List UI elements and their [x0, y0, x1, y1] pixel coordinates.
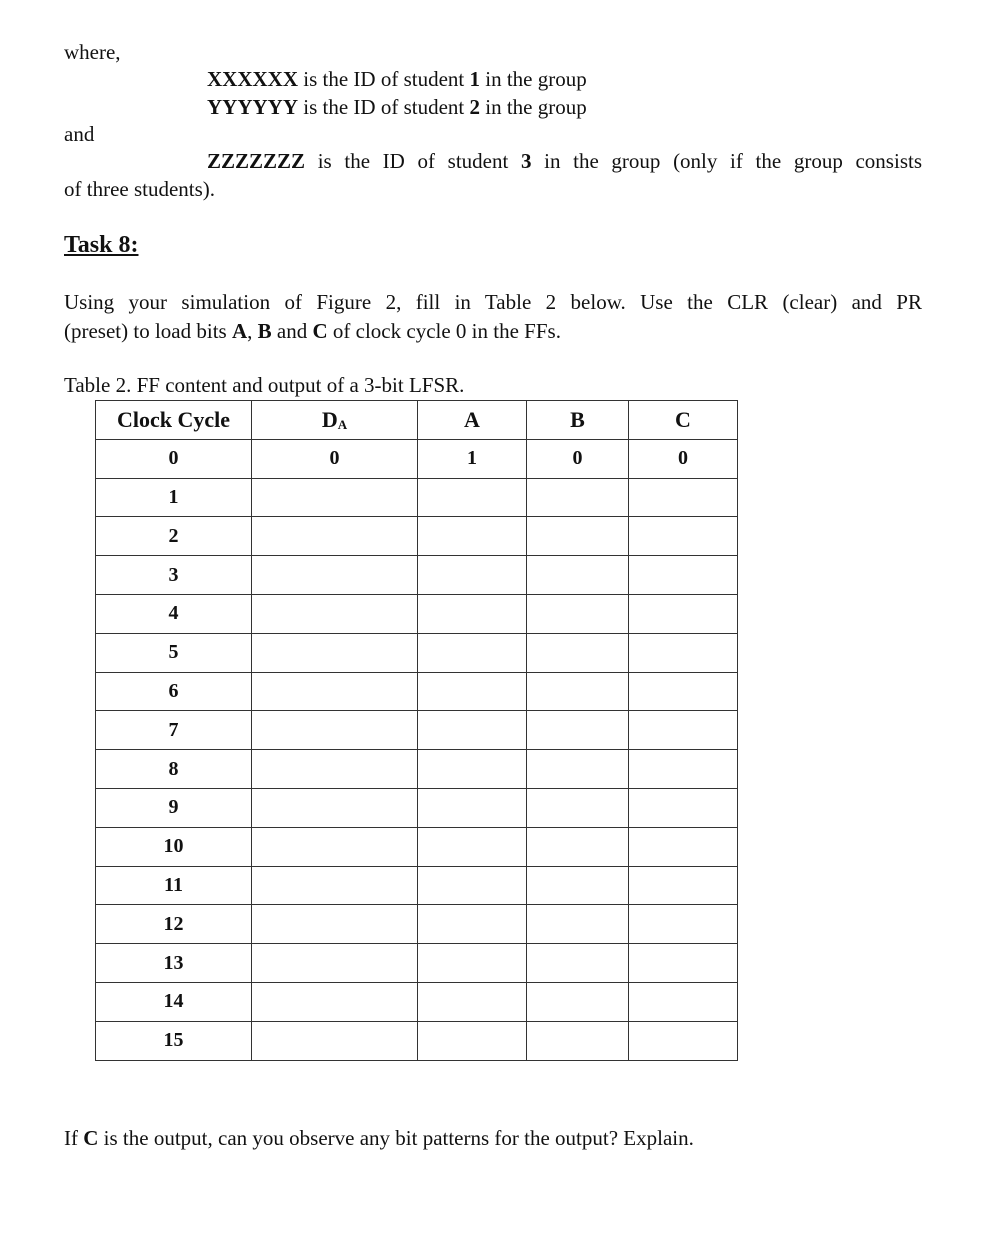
header-clock-cycle: Clock Cycle [96, 401, 252, 440]
cell-b[interactable] [527, 982, 629, 1021]
cell-clock-cycle: 5 [96, 633, 252, 672]
table-row [96, 478, 738, 517]
cell-c[interactable] [629, 594, 738, 633]
cell-c[interactable] [629, 711, 738, 750]
table-row [96, 556, 738, 595]
cell-clock-cycle: 10 [96, 827, 252, 866]
cell-da[interactable] [252, 982, 418, 1021]
cell-da[interactable] [252, 594, 418, 633]
cell-a[interactable] [418, 905, 527, 944]
table-row [96, 750, 738, 789]
cell-c[interactable] [629, 517, 738, 556]
cell-b[interactable] [527, 1021, 629, 1060]
task-paragraph-line1: Using your simulation of Figure 2, fill in Table 2 below. Use the CLR (clear) and PR [64, 290, 922, 314]
cell-da[interactable] [252, 633, 418, 672]
task-heading: Task 8: [64, 232, 139, 258]
cell-a[interactable] [418, 594, 527, 633]
header-a: A [418, 401, 527, 440]
student3-line: ZZZZZZZ is the ID of student 3 in the group (only if the group consists [207, 149, 922, 173]
cell-clock-cycle: 2 [96, 517, 252, 556]
cell-clock-cycle: 9 [96, 788, 252, 827]
cell-a[interactable] [418, 827, 527, 866]
cell-clock-cycle: 8 [96, 750, 252, 789]
cell-b[interactable] [527, 788, 629, 827]
cell-a[interactable] [418, 982, 527, 1021]
cell-da[interactable] [252, 711, 418, 750]
cell-c[interactable] [629, 672, 738, 711]
cell-b[interactable] [527, 517, 629, 556]
and-label: and [64, 122, 95, 146]
cell-b[interactable] [527, 594, 629, 633]
cell-c[interactable] [629, 905, 738, 944]
cell-b[interactable] [527, 827, 629, 866]
cell-b[interactable] [527, 478, 629, 517]
table-header-row [96, 401, 738, 440]
table-row [96, 944, 738, 983]
cell-c[interactable] [629, 633, 738, 672]
cell-da[interactable] [252, 478, 418, 517]
table-row [96, 517, 738, 556]
table-row [96, 982, 738, 1021]
cell-clock-cycle: 11 [96, 866, 252, 905]
cell-b[interactable] [527, 750, 629, 789]
cell-b[interactable] [527, 672, 629, 711]
cell-b[interactable] [527, 633, 629, 672]
table-row [96, 439, 738, 478]
question-text: If C is the output, can you observe any bit patterns for the output? Explain. [64, 1126, 694, 1150]
cell-a[interactable] [418, 1021, 527, 1060]
cell-a[interactable] [418, 788, 527, 827]
cell-a[interactable] [418, 866, 527, 905]
cell-c[interactable] [629, 944, 738, 983]
cell-da[interactable] [252, 672, 418, 711]
cell-clock-cycle: 13 [96, 944, 252, 983]
cell-da[interactable] [252, 788, 418, 827]
cell-clock-cycle: 14 [96, 982, 252, 1021]
cell-a[interactable] [418, 750, 527, 789]
cell-c[interactable] [629, 556, 738, 595]
cell-b[interactable] [527, 711, 629, 750]
student2-line: YYYYYY is the ID of student 2 in the group [207, 95, 587, 119]
table-caption: Table 2. FF content and output of a 3-bit LFSR. [64, 373, 465, 397]
cell-c[interactable]: 0 [629, 439, 738, 478]
cell-clock-cycle: 1 [96, 478, 252, 517]
header-c: C [629, 401, 738, 440]
cell-da[interactable] [252, 750, 418, 789]
table-row [96, 866, 738, 905]
cell-clock-cycle: 3 [96, 556, 252, 595]
cell-da[interactable] [252, 1021, 418, 1060]
cell-da[interactable] [252, 944, 418, 983]
cell-clock-cycle: 12 [96, 905, 252, 944]
cell-da[interactable] [252, 556, 418, 595]
cell-c[interactable] [629, 750, 738, 789]
cell-a[interactable]: 1 [418, 439, 527, 478]
cell-clock-cycle: 0 [96, 439, 252, 478]
cell-c[interactable] [629, 1021, 738, 1060]
cell-b[interactable] [527, 866, 629, 905]
cell-c[interactable] [629, 982, 738, 1021]
cell-a[interactable] [418, 556, 527, 595]
cell-clock-cycle: 4 [96, 594, 252, 633]
cell-a[interactable] [418, 672, 527, 711]
cell-da[interactable] [252, 517, 418, 556]
cell-a[interactable] [418, 633, 527, 672]
cell-c[interactable] [629, 866, 738, 905]
cell-a[interactable] [418, 478, 527, 517]
cell-c[interactable] [629, 478, 738, 517]
student3-line-cont: of three students). [64, 177, 216, 201]
table-row [96, 711, 738, 750]
table-row [96, 594, 738, 633]
table-row [96, 905, 738, 944]
cell-da[interactable] [252, 827, 418, 866]
cell-a[interactable] [418, 517, 527, 556]
cell-da[interactable]: 0 [252, 439, 418, 478]
table-row [96, 827, 738, 866]
cell-b[interactable] [527, 905, 629, 944]
student1-line: XXXXXX is the ID of student 1 in the group [207, 67, 587, 91]
cell-b[interactable] [527, 944, 629, 983]
lfsr-table [95, 400, 738, 1061]
table-row [96, 1021, 738, 1060]
cell-clock-cycle: 6 [96, 672, 252, 711]
cell-da[interactable] [252, 905, 418, 944]
table-row [96, 672, 738, 711]
task-paragraph-line2: (preset) to load bits A, B and C of clock cycle 0 in the FFs. [64, 319, 561, 343]
cell-a[interactable] [418, 944, 527, 983]
cell-b[interactable] [527, 556, 629, 595]
cell-da[interactable] [252, 866, 418, 905]
header-da: $D_A$ [252, 401, 418, 440]
table-row [96, 633, 738, 672]
header-b: B [527, 401, 629, 440]
cell-clock-cycle: 7 [96, 711, 252, 750]
cell-c[interactable] [629, 827, 738, 866]
table-row [96, 788, 738, 827]
cell-c[interactable] [629, 788, 738, 827]
where-label: where, [64, 40, 121, 64]
cell-a[interactable] [418, 711, 527, 750]
cell-b[interactable]: 0 [527, 439, 629, 478]
cell-clock-cycle: 15 [96, 1021, 252, 1060]
